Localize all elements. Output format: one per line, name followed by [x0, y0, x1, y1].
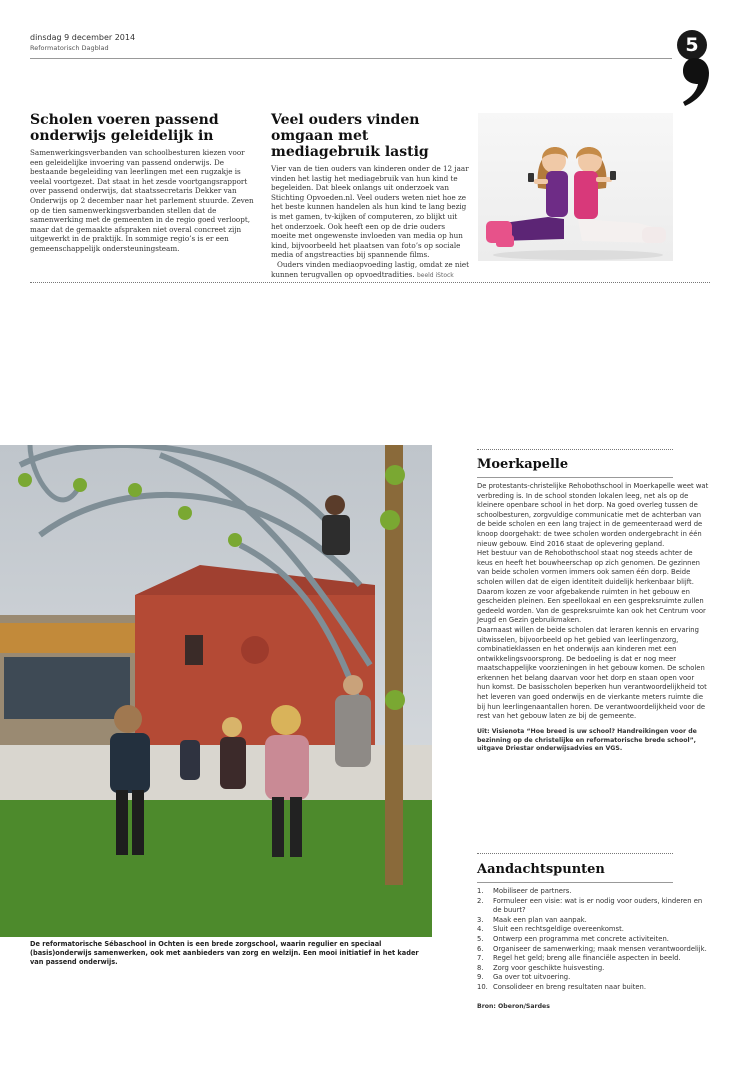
checklist — [477, 887, 709, 993]
sidebar-title: Aandachtspunten — [477, 862, 605, 877]
list-item: 6. Organiseer de samenwerking; maak mensen verantwoordelijk. — [477, 944, 707, 953]
photo-girls-with-phones — [478, 113, 673, 261]
photo-playground-ochten — [0, 445, 432, 937]
article-body: Samenwerkingsverbanden van schoolbesturen kiezen voor een geleidelijke invoering van passend onderwijs. De bestaande begeleiding van leerlingen met een rugzakje is veelal voortgezet. Dat staat in het zesde voortgangsrapport over passend onderwijs, dat staatssecretaris Dekker van Onderwijs op 2 december naar het parlement stuurde. Zeven op de tien samenwerkingsverbanden stellen dat de samenwerking met de gemeenten in de regio goed verloopt, maar dat de gemaakte afspraken niet overal concreet zijn uitgewerkt in de praktijk. In sommige regio’s is er een gemeenschappelijk ondersteuningsteam. — [30, 148, 254, 253]
list-item: 4. Sluit een rechtsgeldige overeenkomst. — [477, 925, 624, 934]
section-divider — [30, 282, 710, 283]
photo-caption: De reformatorische Sébaschool in Ochten is een brede zorgschool, waarin regulier en speciaal (basis)onderwijs samenwerken, ook met aanbieders van zorg en welzijn. Een mooi initiatief in het kader van passend onderwijs. — [30, 940, 419, 966]
article-body-ending — [271, 260, 471, 280]
sidebar-divider — [477, 853, 673, 854]
photo-credit: beeld iStock — [416, 271, 454, 279]
sidebar-source: Uit: Visienota “Hoe breed is uw school? Handreikingen voor de bezinning op de christelijke en reformatorische brede school”, uitgave Driestar onderwijsadvies en VGS. — [477, 727, 697, 753]
sidebar-paragraph: De protestants-christelijke Rehobothschool in Moerkapelle weet wat verbreding is. In de school stonden lokalen leeg, net als op de kleinere openbare school in het dorp. Na goed overleg tussen de schoolbesturen, zorgvuldige communicatie met de achterban van de beide scholen en een lang traject in de gemeenteraad werd de knoop doorgehakt: de twee scholen worden ondergebracht in één nieuw gebouw. Eind 2016 staat de oplevering gepland. — [477, 482, 709, 548]
sidebar-title: Moerkapelle — [477, 457, 569, 472]
article-body: Vier van de tien ouders van kinderen onder de 12 jaar vinden het lastig het mediagebruik van hun kind te begeleiden. Dat bleek onlangs uit onderzoek van Stichting Opvoeden.nl. Veel ouders weten niet hoe ze het beste kunnen handelen als hun kind te lang bezig is met gamen, tv-kijken of computeren, zo blijkt uit het onderzoek. Ook heeft een op de drie ouders moeite met ongewenste invloeden van media op hun kind, bijvoorbeeld het plaatsen van foto’s op sociale media of angstreacties bij spannende films. — [271, 164, 469, 260]
girls-illustration — [478, 113, 673, 261]
list-item: 10. Consolideer en breng resultaten naar buiten. — [477, 982, 647, 991]
sidebar-title-rule — [477, 882, 673, 883]
article-title: Scholen voeren passend onderwijs geleidelijk in — [30, 112, 219, 144]
list-item: 1. Mobiliseer de partners. — [477, 887, 572, 895]
list-item: 5. Ontwerp een programma met concrete activiteiten. — [477, 934, 669, 943]
sidebar-source: Bron: Oberon/Sardes — [477, 1002, 550, 1010]
sidebar-moerkapelle — [477, 457, 709, 754]
list-item: 7. Regel het geld; breng alle financiële aspecten in beeld. — [477, 954, 681, 963]
list-item: 2. Formuleer een visie: wat is er nodig voor ouders, kinderen en de buurt? — [477, 896, 703, 915]
list-item: 8. Zorg voor geschikte huisvesting. — [477, 963, 605, 972]
article-title: Veel ouders vinden omgaan met mediagebruik lastig — [271, 112, 429, 160]
newspaper-name: Reformatorisch Dagblad — [30, 44, 109, 52]
comma-logo-icon — [680, 56, 710, 108]
list-item: 9. Ga over tot uitvoering. — [477, 973, 571, 982]
list-item: 3. Maak een plan van aanpak. — [477, 915, 587, 924]
sidebar-paragraph: Daarnaast willen de beide scholen dat leraren kennis en ervaring uitwisselen, bijvoorbeeld op het gebied van leerlingenzorg, combinatieklassen en het onderwijs aan kinderen met een ontwikkelingsvoorsprong. De bedoeling is dat er nog meer maatschappelijke voorzieningen in het gebouw komen. De scholen erkennen het belang daarvan voor het dorp en staan open voor hun komst. De basisscholen beperken hun verantwoordelijkheid tot het leveren van goed onderwijs en de vierkante meters ruimte die bij hun leerlingenaantallen horen. De verantwoordelijkheid voor de rest van het gebouw laten ze bij de gemeente. — [477, 625, 707, 721]
header-rule — [30, 58, 672, 59]
playground-illustration — [0, 445, 432, 937]
sidebar-title-rule — [477, 477, 673, 478]
article-mediagebruik — [271, 112, 471, 280]
article-passend-onderwijs — [30, 112, 256, 254]
sidebar-divider — [477, 449, 673, 450]
article-body-last: Ouders vinden mediaopvoeding lastig, omdat ze niet kunnen terugvallen op opvoedtradities. — [271, 259, 470, 279]
sidebar-paragraph: Het bestuur van de Rehobothschool staat nog steeds achter de keus en heeft het bouwheerschap op zich genomen. De gezinnen van beide scholen vormen immers ook samen één dorp. Beide scholen willen dat de eigen identiteit duidelijk herkenbaar blijft. Daarom kozen ze voor afgebakende ruimten in het gebouw en gescheiden pleinen. Een speellokaal en een gespreksruimte zullen gedeeld worden. Van de gespreksruimte kan ook het Centrum voor Jeugd en Gezin gebruikmaken. — [477, 549, 706, 625]
issue-date: dinsdag 9 december 2014 — [30, 33, 136, 42]
sidebar-aandachtspunten — [477, 862, 709, 1011]
page-number: 5 — [677, 30, 707, 60]
